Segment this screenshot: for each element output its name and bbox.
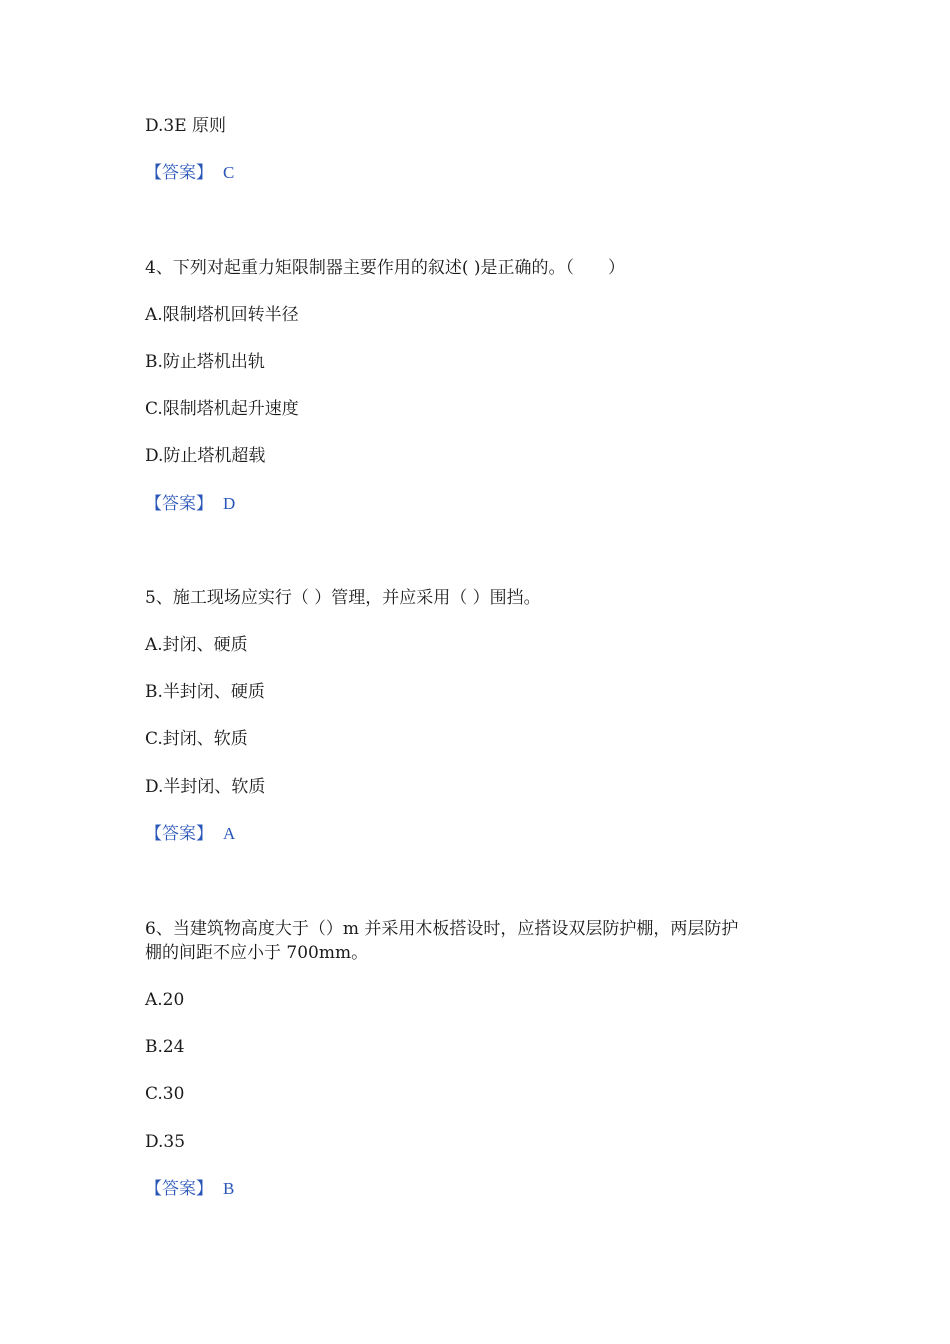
- q6-answer: [145, 1177, 234, 1201]
- q6-option-b: B.24: [145, 1037, 185, 1057]
- q4-option-c: C.限制塔机起升速度: [145, 399, 299, 419]
- prev-answer: [145, 161, 234, 185]
- answer-label: 【答案】: [145, 494, 213, 514]
- q5-option-c: C.封闭、软质: [145, 729, 248, 749]
- q4-option-b: B.防止塔机出轨: [145, 352, 265, 372]
- question-4-stem: 4、下列对起重力矩限制器主要作用的叙述( )是正确的。（ ）: [145, 258, 625, 278]
- prev-option-d: D.3E 原则: [145, 116, 227, 136]
- q5-answer: [145, 822, 235, 846]
- q6-option-d: D.35: [145, 1132, 186, 1152]
- question-6-stem-line-1: 6、当建筑物高度大于（）m 并采用木板搭设时，应搭设双层防护棚，两层防护: [145, 919, 739, 939]
- q6-option-a: A.20: [145, 990, 185, 1010]
- q5-option-b: B.半封闭、硬质: [145, 682, 265, 702]
- question-6-stem-line-2: 棚的间距不应小于 700mm。: [145, 943, 369, 963]
- q4-option-a: A.限制塔机回转半径: [145, 305, 299, 325]
- answer-label: 【答案】: [145, 824, 213, 844]
- answer-value: A: [223, 824, 236, 843]
- q5-option-a: A.封闭、硬质: [145, 635, 248, 655]
- question-5-stem: 5、施工现场应实行（ ）管理，并应采用（ ）围挡。: [145, 588, 541, 608]
- answer-value: B: [223, 1179, 235, 1198]
- answer-label: 【答案】: [145, 163, 213, 183]
- answer-label: 【答案】: [145, 1179, 213, 1199]
- q6-option-c: C.30: [145, 1084, 185, 1104]
- q4-answer: [145, 492, 235, 516]
- q4-option-d: D.防止塔机超载: [145, 446, 266, 466]
- q5-option-d: D.半封闭、软质: [145, 777, 266, 797]
- answer-value: D: [223, 494, 236, 513]
- answer-value: C: [223, 163, 235, 182]
